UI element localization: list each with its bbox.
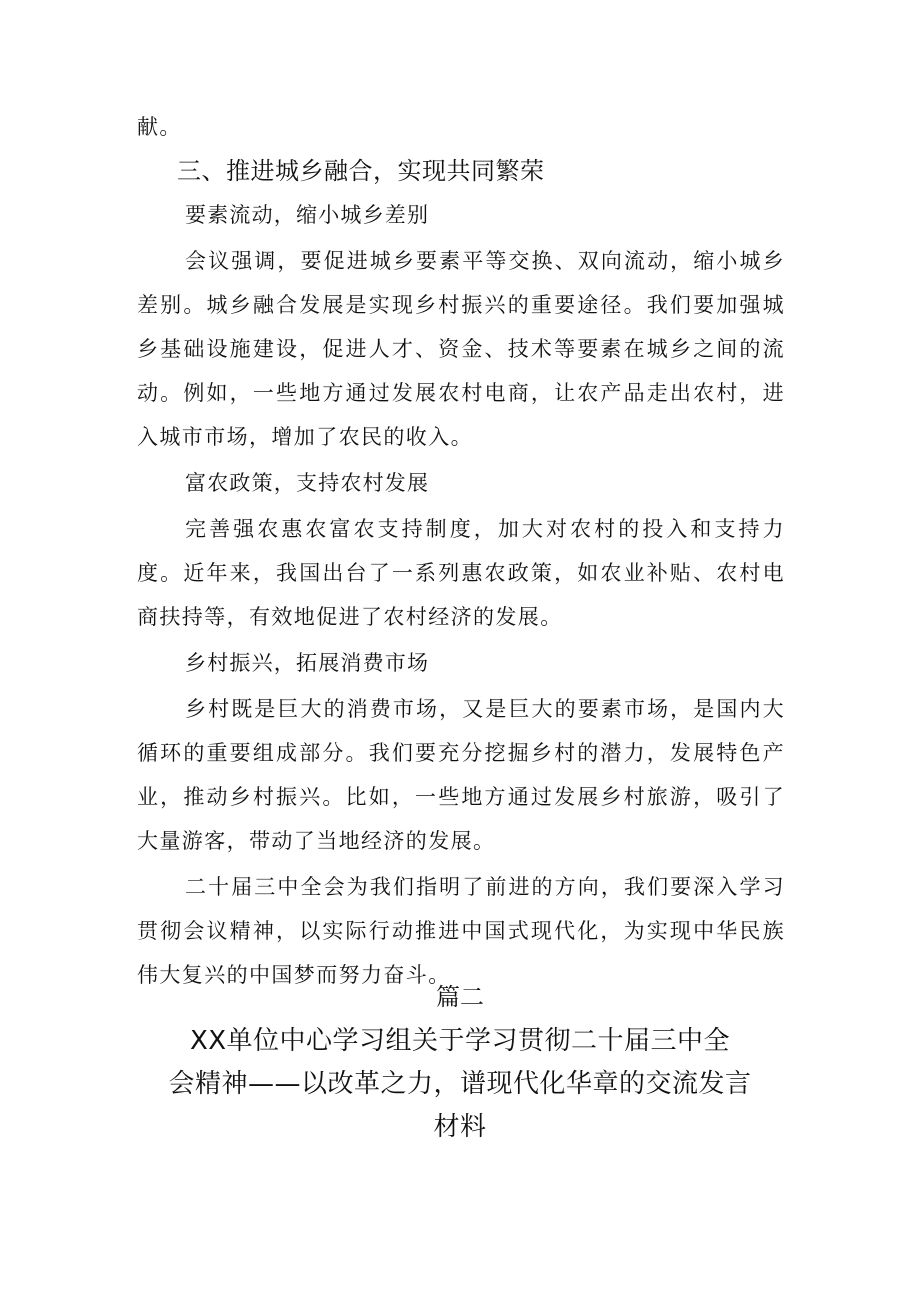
part-label: 篇二 [436,983,484,1011]
subsection-title-3: 乡村振兴，拓展消费市场 [185,651,430,675]
carry-over-text: 献。 [137,115,182,139]
subsection-title-2: 富农政策，支持农村发展 [185,471,430,495]
conclusion-paragraph: 二十届三中全会为我们指明了前进的方向，我们要深入学习贯彻会议精神，以实际行动推进中国式现代化，为实现中华民族伟大复兴的中国梦而努力奋斗。 [137,875,785,987]
part-title-line-2: 会精神——以改革之力，谱现代化华章的交流发言 [168,1069,752,1099]
part-title-line-3: 材料 [433,1112,487,1142]
part-title-line-1: XX单位中心学习组关于学习贯彻二十届三中全 [189,1026,731,1056]
section-heading: 三、推进城乡融合，实现共同繁荣 [177,157,545,185]
subsection-body-1: 会议强调，要促进城乡要素平等交换、双向流动，缩小城乡差别。城乡融合发展是实现乡村振兴的重要途径。我们要加强城乡基础设施建设，促进人才、资金、技术等要素在城乡之间的流动。例如，一些地方通过发展农村电商，让农产品走出农村，进入城市市场，增加了农民的收入。 [137,249,785,449]
subsection-title-1: 要素流动，缩小城乡差别 [185,203,430,227]
subsection-body-3: 乡村既是巨大的消费市场，又是巨大的要素市场，是国内大循环的重要组成部分。我们要充分挖掘乡村的潜力，发展特色产业，推动乡村振兴。比如，一些地方通过发展乡村旅游，吸引了大量游客，带动了当地经济的发展。 [137,697,785,853]
subsection-body-2: 完善强农惠农富农支持制度，加大对农村的投入和支持力度。近年来，我国出台了一系列惠农政策，如农业补贴、农村电商扶持等，有效地促进了农村经济的发展。 [137,517,785,629]
part-title [0,1020,920,1149]
document-body [137,105,785,997]
